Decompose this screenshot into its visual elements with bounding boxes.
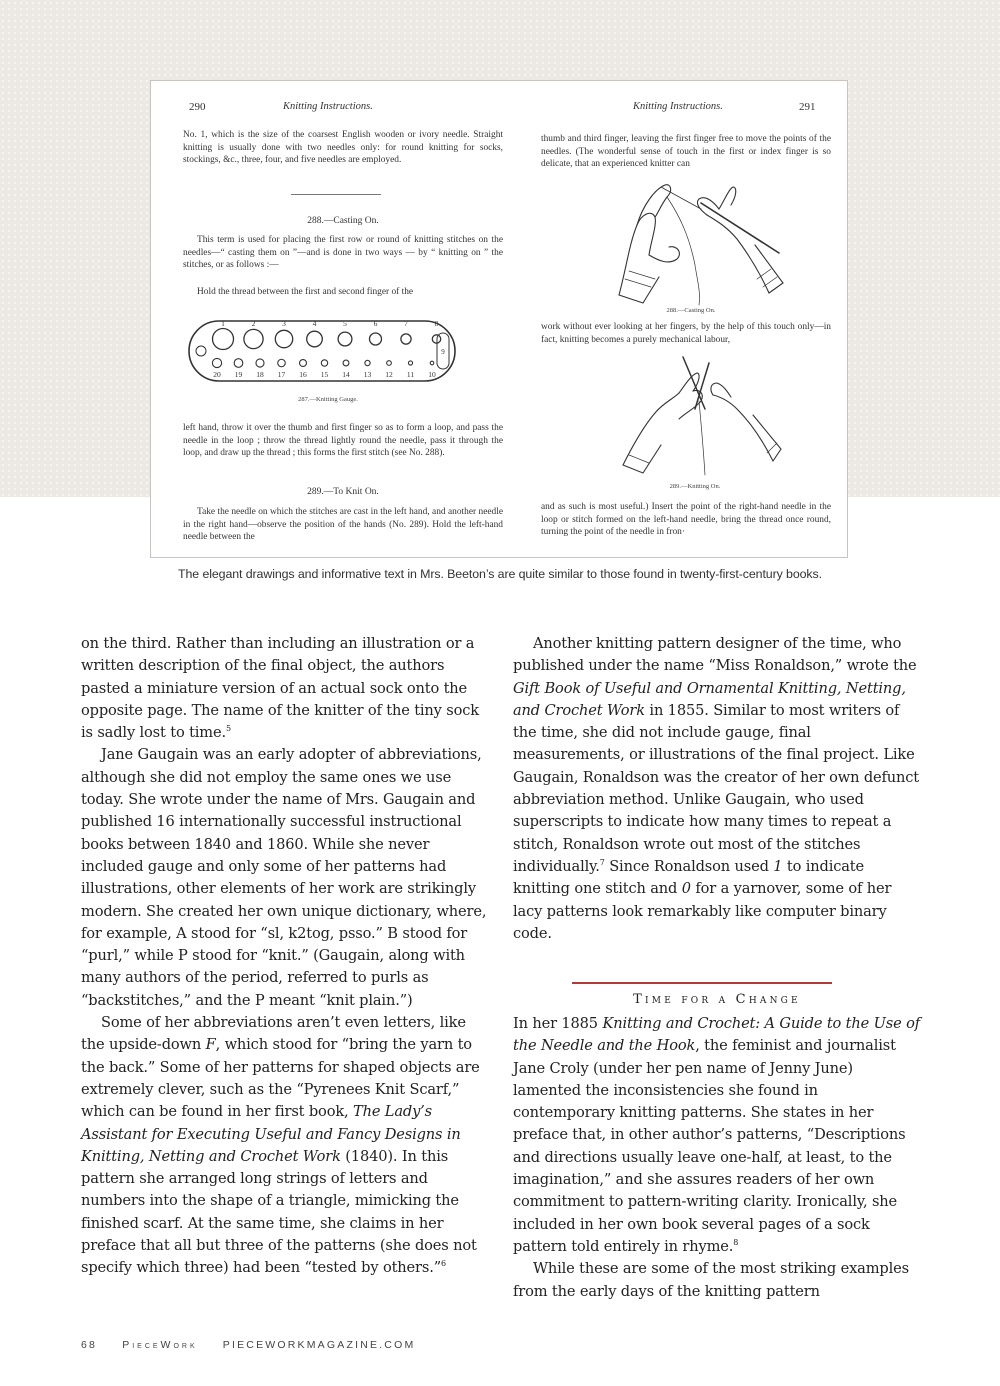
article-column-1: [81, 633, 489, 1280]
scan-left-heading1: 288.—Casting On.: [307, 216, 379, 226]
gauge-bottom-label: 20: [213, 370, 221, 379]
gauge-hole-small: [343, 360, 349, 366]
scan-left-para3: Hold the thread between the first and second finger of the: [197, 287, 414, 297]
gauge-hole-small: [387, 361, 392, 366]
col2-paragraph-3: While these are some of the most striking examples from the early days of the knitting pattern: [513, 1260, 909, 1300]
gauge-caption: 287.—Knitting Gauge.: [298, 396, 358, 403]
fig2-caption: 289.—Knitting On.: [669, 483, 721, 490]
gauge-hole: [338, 332, 352, 346]
gauge-hole: [275, 330, 292, 347]
knitting-on-hands-illustration: [613, 353, 783, 477]
scan-left-page: [183, 81, 503, 557]
gauge-hole-small: [321, 360, 327, 366]
gauge-top-label: 8: [434, 319, 439, 328]
gauge-top-label: 3: [282, 319, 286, 328]
footer-magazine-name: PieceWork: [122, 1339, 198, 1351]
col1-paragraph-1: on the third. Rather than including an illustration or a written description of the final object, the authors pasted a miniature version of an actual sock onto the opposite page. The name of the knitter of the tiny sock is sadly lost to time.$^5$: [81, 635, 479, 742]
scan-running-title-left: Knitting Instructions.: [283, 101, 373, 112]
gauge-bottom-label: 16: [299, 370, 307, 379]
scan-left-para5: Take the needle on which the stitches are cast in the left hand, and another needle in the right hand—observe the position of the hands (No. 289). Hold the left-hand needle between the: [183, 507, 503, 543]
footnote-marker: 8: [733, 1238, 739, 1248]
section-title: Time for a Change: [633, 992, 801, 1007]
scan-right-para1: thumb and third finger, leaving the first finger free to move the points of the needles. (The wonderful sense of touch in the first or index finger is so delicate, that an experienced knitter can: [541, 134, 831, 170]
gauge-hole-small: [300, 360, 307, 367]
gauge-bottom-label: 17: [277, 370, 286, 379]
section-divider: [572, 982, 832, 984]
figure-caption: The elegant drawings and informative text in Mrs. Beeton’s are quite similar to those found in twenty-first-century books.: [178, 567, 822, 581]
gauge-hole-small: [278, 359, 286, 367]
gauge-bottom-label: 11: [406, 370, 415, 379]
footnote-marker: 7: [599, 858, 605, 868]
gauge-top-label: 2: [251, 319, 256, 328]
gauge-top-label: 6: [373, 319, 378, 328]
scan-left-para2: This term is used for placing the first row or round of knitting stitches on the needles—“ casting them on ”—and is done in two ways — by “ knitting on ” the stitches, or as follows :—: [183, 235, 503, 271]
gauge-side-number: 9: [441, 348, 445, 356]
scan-right-para2: work without ever looking at her fingers, by the help of this touch only—in fact, knitting becomes a purely mechanical labour,: [541, 322, 831, 345]
gauge-bottom-label: 14: [342, 370, 350, 379]
footer-page-number: 68: [81, 1339, 98, 1351]
col2-paragraph-1: Another knitting pattern designer of the time, who published under the name “Miss Ronaldson,” wrote the Gift Book of Useful and Ornamental Knitting, Netting, and Crochet Work in 1855. Similar to most writers of the time, she did not include gauge, final measurements, or illustrations of the final project. Like Gaugain, Ronaldson was the creator of her own defunct abbreviation method. Unlike Gaugain, who used superscripts to indicate how many times to repeat a stitch, Ronaldson wrote out most of the stitches individually.$^7$ Since Ronaldson used 1 to indicate knitting one stitch and 0 for a yarnover, some of her lacy patterns look remarkably like computer binary code.: [513, 635, 920, 942]
running-head-right: [541, 101, 831, 115]
article-column-2: [513, 633, 921, 945]
footnote-marker: 5: [225, 724, 231, 734]
gauge-bottom-label: 18: [256, 370, 264, 379]
gauge-top-label: 1: [221, 319, 225, 328]
gauge-bottom-label: 12: [385, 370, 393, 379]
gauge-bottom-label: 10: [428, 370, 436, 379]
gauge-hole-small: [430, 361, 434, 365]
scan-left-para4: left hand, throw it over the thumb and first finger so as to form a loop, and pass the needle in the loop ; throw the thread lightly round the needle, pass it through the loop, and draw up the thread ; this forms the first stitch (see No. 288).: [183, 423, 503, 459]
col1-paragraph-2: Jane Gaugain was an early adopter of abbreviations, although she did not employ the same ones we use today. She wrote under the name of Mrs. Gaugain and published 16 internationally successful instructional books between 1840 and 1860. While she never included gauge and only some of her patterns had illustrations, other elements of her work are strikingly modern. She created her own unique dictionary, where, for example, A stood for “sl, k2tog, psso.” B stood for “purl,” while P stood for “knit.” (Gaugain, along with many authors of the period, referred to purls as “backstitches,” and the P meant “knit plain.”): [81, 746, 487, 1009]
article-column-2-continued: [513, 1013, 921, 1303]
col1-paragraph-3: Some of her abbreviations aren’t even letters, like the upside-down F, which stood for “bring the yarn to the back.” Some of her patterns for shaped objects are extremely clever, such as the “Pyrenees Knit Scarf,” which can be found in her first book, The Lady’s Assistant for Executing Useful and Fancy Designs in Knitting, Netting and Crochet Work (1840). In this pattern she arranged long strings of letters and numbers into the shape of a triangle, mimicking the finished scarf. At the same time, she claims in her preface that all but three of the patterns (she does not specify which three) had been “tested by others.”$^6$: [81, 1014, 480, 1277]
knitting-gauge-illustration: [187, 317, 457, 387]
gauge-hole: [244, 329, 263, 348]
gauge-bottom-label: 15: [320, 370, 329, 379]
page-footer: [81, 1339, 435, 1351]
gauge-top-label: 7: [404, 319, 408, 328]
gauge-bottom-label: 13: [363, 370, 372, 379]
scan-running-title-right: Knitting Instructions.: [633, 101, 723, 112]
book-title: Gift Book of Useful and Ornamental Knitting, Netting, and Crochet Work: [513, 679, 906, 719]
fig1-caption: 288.—Casting On.: [666, 307, 716, 314]
running-head-left: [183, 101, 503, 115]
scan-page-number-left: 290: [189, 101, 206, 113]
book-scan-image: [150, 80, 848, 558]
book-title: The Lady’s Assistant for Executing Useful and Fancy Designs in Knitting, Netting and Crochet Work: [81, 1103, 461, 1165]
divider: [291, 194, 381, 195]
scan-page-number-right: 291: [799, 101, 816, 113]
book-title: Knitting and Crochet: A Guide to the Use of the Needle and the Hook: [513, 1015, 920, 1055]
scan-right-para3: and as such is most useful.) Insert the point of the right-hand needle in the loop or stitch formed on the left-hand needle, bring the thread once round, turning the point of the needle in fron·: [541, 502, 831, 538]
gauge-top-label: 4: [312, 319, 317, 328]
gauge-hole-small: [256, 359, 264, 367]
footnote-marker: 6: [441, 1259, 446, 1269]
scan-right-page: [541, 81, 831, 557]
gauge-hole-small: [365, 360, 370, 365]
gauge-hole-small: [234, 359, 243, 368]
gauge-hole: [370, 333, 382, 345]
gauge-hole: [401, 334, 411, 344]
gauge-bottom-label: 19: [234, 370, 243, 379]
gauge-top-label: 5: [343, 319, 347, 328]
scan-left-para1: No. 1, which is the size of the coarsest English wooden or ivory needle. Straight knitting is usually done with two needles only: for round knitting for socks, stockings, &c., three, four, and five needles are employed.: [183, 130, 503, 166]
scan-left-heading2: 289.—To Knit On.: [307, 487, 379, 497]
footer-website: PIECEWORKMAGAZINE.COM: [222, 1339, 416, 1351]
gauge-hole-small: [408, 361, 412, 365]
gauge-hole: [307, 331, 323, 347]
gauge-hole: [213, 329, 234, 350]
col2-paragraph-2: In her 1885 Knitting and Crochet: A Guide to the Use of the Needle and the Hook, the feminist and journalist Jane Croly (under her pen name of Jenny June) lamented the inconsistencies she found in contemporary knitting patterns. She states in her preface that, in other author’s patterns, “Descriptions and directions usually leave one-half, at least, to the imagination,” and she assures readers of her own commitment to pattern-writing clarity. Ironically, she included in her own book several pages of a sock pattern told entirely in rhyme.$^8$: [513, 1015, 920, 1255]
casting-on-hands-illustration: [599, 175, 789, 307]
gauge-hole-small: [212, 358, 221, 367]
